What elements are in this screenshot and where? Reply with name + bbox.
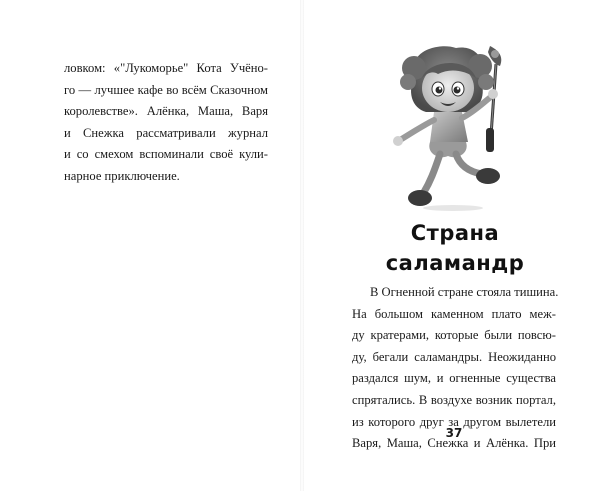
text-line: ловком: «"Лукоморье" Кота Учёно- — [64, 61, 268, 75]
text-line: На большом каменном плато меж- — [352, 306, 556, 321]
text-line: В Огненной стране стояла тишина. — [370, 285, 559, 299]
text-line: Варя, Маша, Снежка и Алёнка. При — [352, 436, 556, 451]
text-line: ду, бегали саламандры. Неожиданно — [352, 349, 556, 364]
text-line: нарное приключение. — [64, 168, 180, 183]
chapter-title-line: саламандр — [385, 251, 525, 275]
text-line: королевстве». Алёнка, Маша, Варя — [64, 104, 268, 119]
left-page — [0, 0, 300, 491]
text-line: и Снежка рассматривали журнал — [64, 125, 268, 140]
left-page-text — [64, 58, 268, 188]
fairy-girl-with-wand-icon — [378, 42, 528, 212]
text-line: и со смехом вспоминали своё кули- — [64, 147, 268, 162]
chapter-title — [350, 218, 560, 278]
text-line: из которого друг за другом вылетели — [352, 414, 556, 429]
text-line: спрятались. В воздухе возник портал, — [352, 392, 556, 407]
page-number: 37 — [445, 426, 463, 440]
text-line: раздался шум, и огненные существа — [352, 371, 556, 386]
text-line: ду кратерами, которые были повсю- — [352, 328, 556, 343]
chapter-title-line: Страна — [410, 221, 500, 245]
text-line: го — лучшее кафе во всём Сказочном — [64, 82, 268, 97]
